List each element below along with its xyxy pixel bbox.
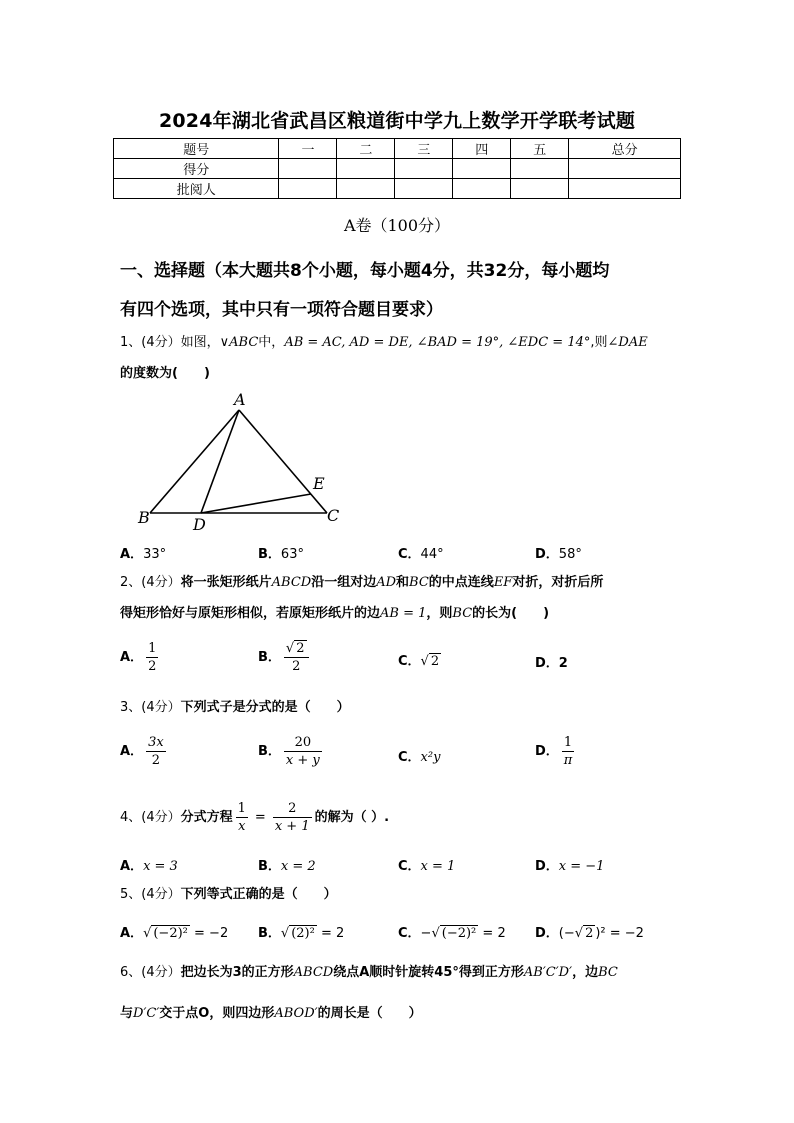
math-expr: ∨ABC [219,335,259,350]
question-text: ,则 [590,335,608,350]
math-expr: EF [493,575,513,590]
question-text: 如图， [180,335,220,350]
score-cell[interactable] [569,179,681,199]
score-cell[interactable] [511,179,569,199]
option-c[interactable] [398,922,506,941]
fraction [284,640,309,675]
option-a[interactable] [120,922,228,941]
fraction [146,734,166,769]
option-value: 58° [558,547,582,562]
question-number: 4、(4分） [120,810,181,825]
question-text: ，边 [572,965,599,980]
score-table-header-cell: 三 [395,139,453,159]
option-a[interactable] [120,734,169,769]
question-text: 把边长为3的正方形 [180,965,294,980]
option-label: C． [398,547,421,562]
question-2-line1 [120,573,685,593]
math-expr: ABCD [293,965,334,980]
radicand: 2 [296,641,305,656]
label-C: C [327,506,340,525]
question-1-line1 [120,333,685,353]
radicand: 2 [430,654,440,669]
question-text: 与 [120,1006,134,1021]
numerator: √ 2 [284,640,309,658]
math-expr: ABCD [271,575,312,590]
option-a[interactable] [120,640,161,675]
question-text: 将一张矩形纸片 [180,575,272,590]
question-6-line1 [120,963,685,983]
score-cell[interactable] [511,159,569,179]
score-cell[interactable] [337,179,395,199]
option-b[interactable] [258,855,316,874]
score-table-header-cell: 题号 [114,139,279,159]
option-label: D． [535,859,559,874]
question-text: 的周长是（ ） [317,1006,422,1021]
option-label: D． [535,656,559,671]
option-label: D． [535,744,559,759]
radicand: (−2)² [153,926,188,941]
option-value: 2 [558,656,568,671]
sqrt-expr: √ 2 [574,926,594,941]
option-d[interactable] [535,734,577,769]
option-label: A． [120,859,144,874]
question-text: 沿一组对边 [311,575,377,590]
paper-part-heading: A卷（100分） [343,216,451,235]
fraction [236,800,248,835]
question-number: 2、(4分） [120,575,181,590]
option-value: )² = −2 [595,926,644,941]
option-label: A． [120,650,144,665]
denominator: x [238,819,246,834]
math-expr: BC [409,575,429,590]
numerator: 1 [237,801,246,816]
section-heading-line1: 一、选择题（本大题共8个小题，每小题4分，共32分，每小题均 [120,261,610,281]
label-E: E [313,474,325,493]
numerator: 20 [284,734,322,752]
sqrt-expr: √ (−2)² [143,926,188,941]
math-expr: D′C′ [133,1006,160,1021]
radicand: (−2)² [441,926,477,941]
denominator: x + y [285,753,320,768]
question-2-line2 [120,604,685,624]
option-label: B． [258,744,281,759]
sqrt-expr: √ 2 [420,654,440,669]
option-b[interactable] [258,734,325,769]
denominator: 2 [148,659,157,674]
option-value: x = 1 [420,859,456,874]
score-table-header-cell: 四 [453,139,511,159]
label-A: A [234,390,246,409]
option-c[interactable] [398,746,440,765]
numerator: 3x [148,735,164,750]
denominator: 2 [292,659,301,674]
label-B: B [138,508,150,527]
score-table [113,138,681,199]
question-text: 对折，对折后所 [512,575,604,590]
score-cell[interactable] [395,179,453,199]
math-expr: ∠DAE [607,335,648,350]
option-d[interactable] [535,543,582,562]
fraction [273,800,312,835]
sqrt-expr: √ (−2)² [431,926,477,941]
question-number: 3、(4分） [120,700,181,715]
score-cell[interactable] [453,159,511,179]
score-cell[interactable] [279,179,337,199]
option-value: x = −1 [558,859,605,874]
fraction [146,640,158,675]
option-label: D． [535,547,559,562]
option-d[interactable] [535,652,568,671]
option-value: x = 3 [143,859,178,874]
question-text: 和 [396,575,410,590]
segment-AD [201,410,239,513]
option-value: 33° [143,547,167,562]
question-text: 的中点连线 [428,575,494,590]
sqrt-expr: √ (2)² [280,926,315,941]
option-a[interactable] [120,855,178,874]
option-c[interactable] [398,650,441,669]
denominator: π [563,753,573,768]
score-table-header-cell: 二 [337,139,395,159]
page-title: 2024年湖北省武昌区粮道街中学九上数学开学联考试题 [158,110,636,132]
question-text: 分式方程 [180,810,233,825]
score-table-row [114,159,681,179]
denominator: x + 1 [274,819,310,834]
math-expr: AB′C′D′ [523,965,573,980]
question-number: 1、(4分） [120,335,181,350]
numerator: 1 [148,641,157,656]
section-heading-line2: 有四个选项，其中只有一项符合题目要求） [120,300,443,320]
math-expr: BC [452,606,473,621]
triangle-figure [130,388,360,536]
score-table-header-cell: 总分 [569,139,681,159]
option-label: A． [120,926,144,941]
question-text: 下列等式正确的是（ ） [180,887,337,902]
option-d[interactable] [535,855,604,874]
option-value: 63° [280,547,304,562]
fraction [284,734,322,769]
option-label: A． [120,744,144,759]
segment-AB [150,410,239,513]
option-label: C． [398,750,421,765]
score-table-header-cell: 一 [279,139,337,159]
question-number: 5、(4分） [120,887,181,902]
question-5-line1 [120,885,685,905]
score-cell[interactable] [279,159,337,179]
option-c[interactable] [398,855,455,874]
option-b[interactable] [258,922,344,941]
math-expr: AB = AC, AD = DE, ∠BAD = 19°, ∠EDC = 14° [284,335,591,350]
label-D: D [193,515,206,534]
option-value: x²y [420,750,441,765]
question-3-line1 [120,698,685,718]
equals-sign: = [254,810,266,825]
option-label: C． [398,654,421,669]
score-table-row [114,179,681,199]
math-expr: AD [376,575,397,590]
segment-AC [239,410,327,513]
option-c[interactable] [398,543,444,562]
question-4-line1 [120,800,685,835]
score-table-row-label: 批阅人 [114,179,279,199]
score-cell[interactable] [569,159,681,179]
math-expr: BC [598,965,618,980]
fraction [562,734,575,769]
question-6-line2 [120,1004,685,1024]
score-cell[interactable] [395,159,453,179]
option-label: B． [258,926,281,941]
math-expr: ABOD′ [274,1006,318,1021]
score-table-header-row [114,139,681,159]
option-label: C． [398,859,421,874]
option-label: B． [258,547,281,562]
numerator: 2 [273,800,312,818]
option-label: B． [258,650,281,665]
option-label: B． [258,859,281,874]
radicand: 2 [585,926,594,941]
option-label: C． [398,926,421,941]
option-value: = 2 [316,926,345,941]
radicand: (2)² [291,926,315,941]
option-d[interactable] [535,922,644,941]
option-b[interactable] [258,640,312,675]
option-value: = −2 [189,926,229,941]
option-label: A． [120,547,144,562]
option-value: x = 2 [280,859,316,874]
question-text: ，则 [426,606,453,621]
question-text: 下列式子是分式的是（ ） [180,700,350,715]
denominator: 2 [151,753,160,768]
question-text: 交于点O，则四边形 [159,1006,275,1021]
question-1-line2: 的度数为( ) [120,366,210,381]
question-number: 6、(4分） [120,965,181,980]
numerator: 1 [562,734,575,752]
option-value: = 2 [478,926,506,941]
question-text: 绕点A顺时针旋转45°得到正方形 [333,965,524,980]
option-label: D． [535,926,559,941]
question-text: 的长为( ) [472,606,550,621]
score-cell[interactable] [337,159,395,179]
option-a[interactable] [120,543,166,562]
score-table-header-cell: 五 [511,139,569,159]
option-value: 44° [420,547,444,562]
option-b[interactable] [258,543,304,562]
question-text: 得矩形恰好与原矩形相似，若原矩形纸片的边 [120,606,381,621]
question-text: 中， [258,335,285,350]
score-cell[interactable] [453,179,511,199]
minus-sign: − [420,926,432,941]
segment-DE [201,494,311,513]
question-text: 的解为（ ）. [314,810,390,825]
option-value: (− [558,926,575,941]
score-table-row-label: 得分 [114,159,279,179]
math-expr: AB = 1 [380,606,427,621]
